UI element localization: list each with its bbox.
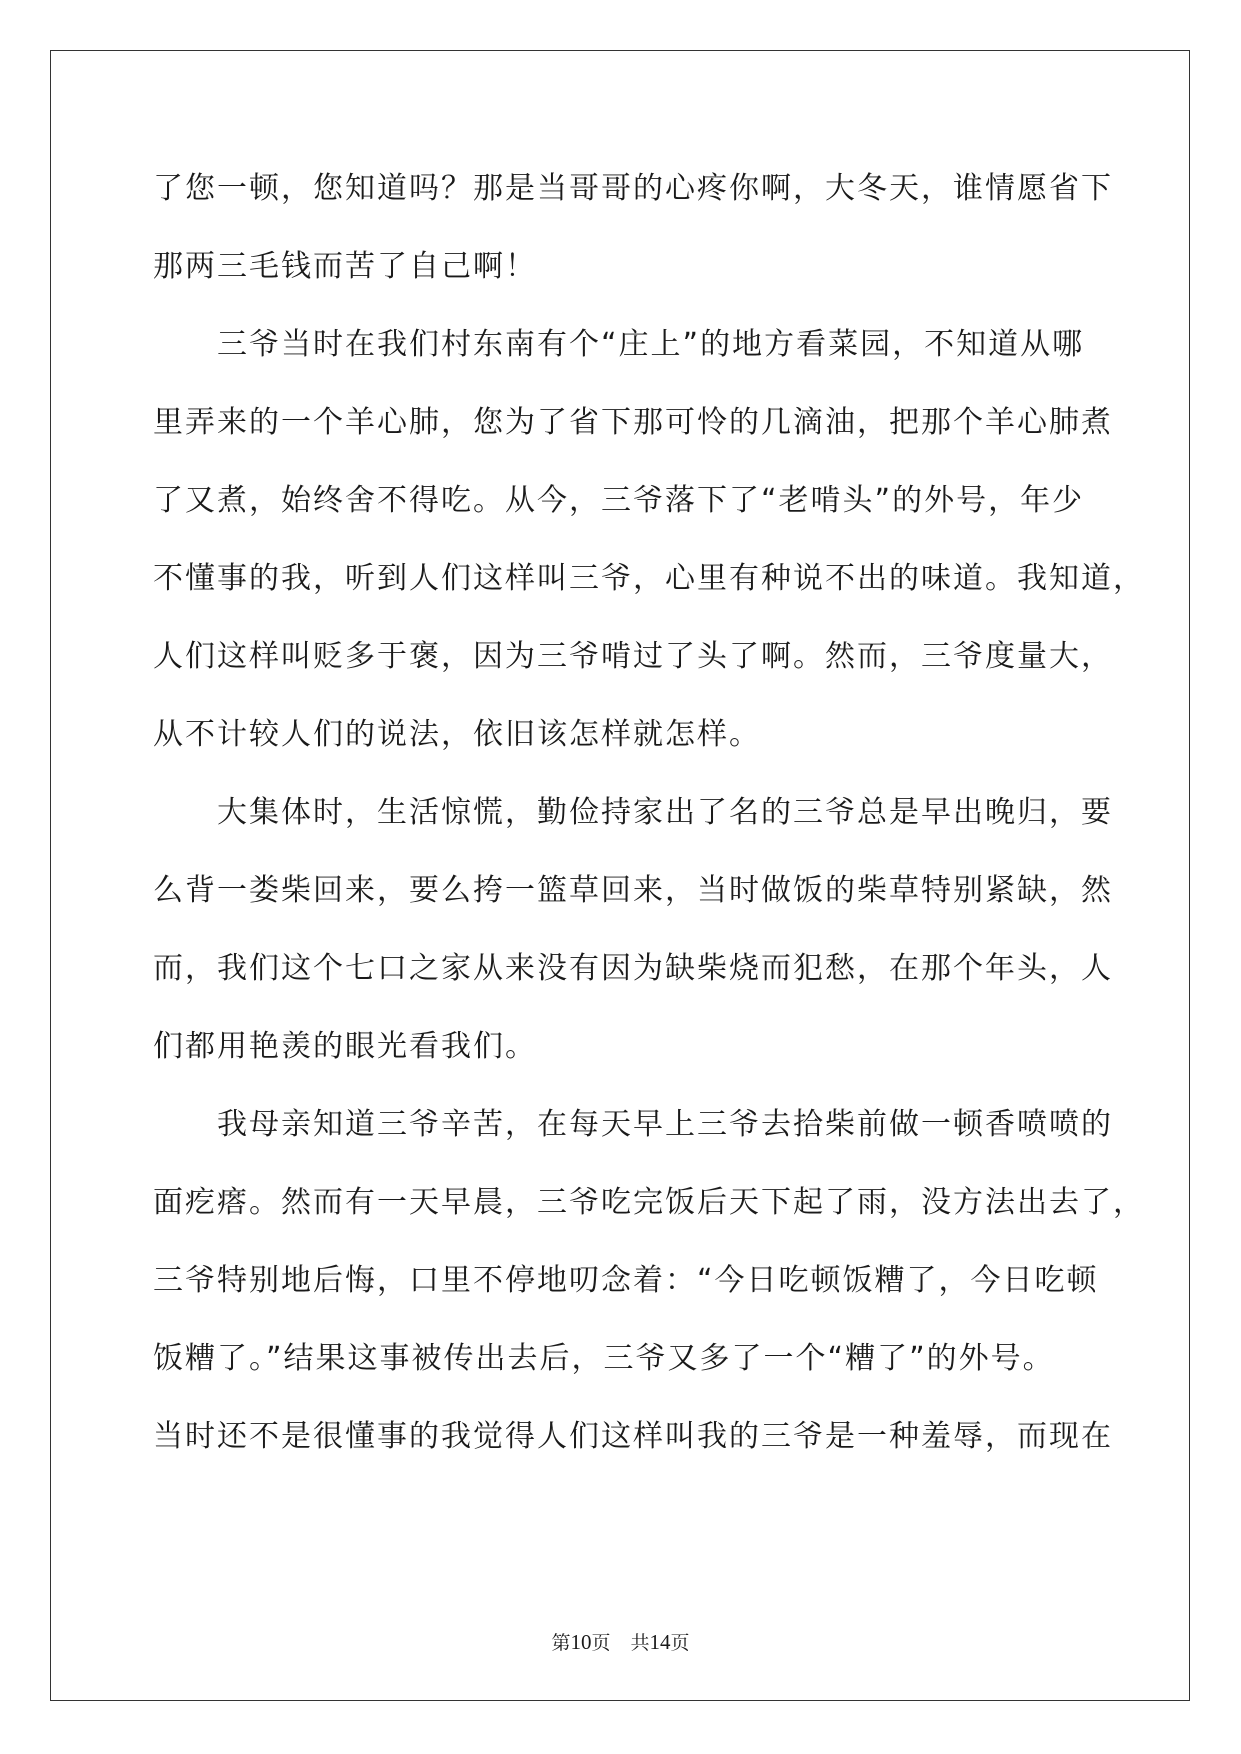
text-line-1: 了您一顿，您知道吗？那是当哥哥的心疼你啊，大冬天，谁情愿省下 bbox=[153, 171, 1113, 206]
text-line-11: 而，我们这个七口之家从来没有因为缺柴烧而犯愁，在那个年头，人 bbox=[153, 951, 1113, 986]
page-current: 10 bbox=[570, 1630, 592, 1654]
page-suffix: 页 bbox=[591, 1632, 611, 1654]
text-line-12: 们都用艳羡的眼光看我们。 bbox=[153, 1029, 537, 1064]
text-line-15: 三爷特别地后悔，口里不停地叨念着：“今日吃顿饭糟了，今日吃顿 bbox=[153, 1263, 1099, 1298]
text-line-17: 当时还不是很懂事的我觉得人们这样叫我的三爷是一种羞辱，而现在 bbox=[153, 1419, 1113, 1454]
text-line-3: 三爷当时在我们村东南有个“庄上”的地方看菜园，不知道从哪 bbox=[153, 327, 1085, 362]
text-line-9: 大集体时，生活惊慌，勤俭持家出了名的三爷总是早出晚归，要 bbox=[153, 795, 1113, 830]
total-prefix: 共 bbox=[630, 1632, 650, 1654]
document-body bbox=[153, 150, 1145, 1476]
text-line-4: 里弄来的一个羊心肺，您为了省下那可怜的几滴油，把那个羊心肺煮 bbox=[153, 405, 1113, 440]
text-line-6: 不懂事的我，听到人们这样叫三爷，心里有种说不出的味道。我知道， bbox=[153, 561, 1145, 596]
text-line-13: 我母亲知道三爷辛苦，在每天早上三爷去拾柴前做一顿香喷喷的 bbox=[153, 1107, 1113, 1142]
page-total: 14 bbox=[649, 1630, 671, 1654]
text-line-2: 那两三毛钱而苦了自己啊！ bbox=[153, 249, 537, 284]
text-line-10: 么背一娄柴回来，要么挎一篮草回来，当时做饭的柴草特别紧缺，然 bbox=[153, 873, 1113, 908]
text-line-5: 了又煮，始终舍不得吃。从今，三爷落下了“老啃头”的外号，年少 bbox=[153, 483, 1085, 518]
text-line-16: 饭糟了。”结果这事被传出去后，三爷又多了一个“糟了”的外号。 bbox=[153, 1341, 1055, 1376]
page-footer bbox=[0, 1628, 1241, 1655]
page-prefix: 第 bbox=[551, 1632, 571, 1654]
text-line-7: 人们这样叫贬多于褒，因为三爷啃过了头了啊。然而，三爷度量大， bbox=[153, 639, 1113, 674]
total-suffix: 页 bbox=[670, 1632, 690, 1654]
text-line-14: 面疙瘩。然而有一天早晨，三爷吃完饭后天下起了雨，没方法出去了， bbox=[153, 1185, 1145, 1220]
text-line-8: 从不计较人们的说法，依旧该怎样就怎样。 bbox=[153, 717, 761, 752]
